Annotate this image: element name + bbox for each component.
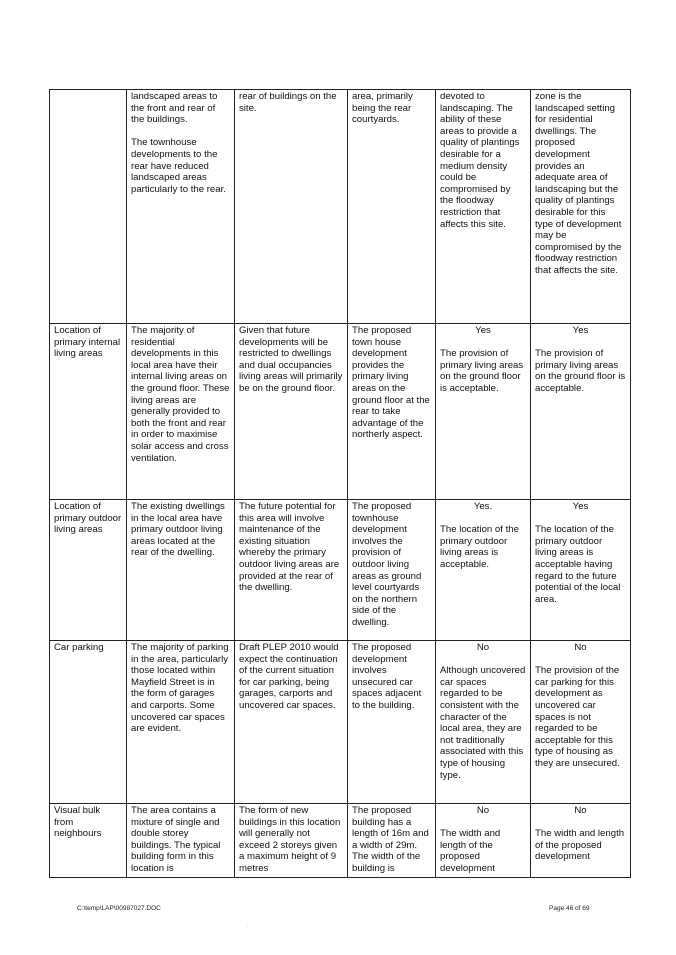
compatibility-detail: The provision of primary living areas on the ground floor is acceptable. [440, 348, 524, 394]
proposed-development-cell: The proposed townhouse development involves the provision of outdoor living areas as ground level courtyards on the northern side of the dwelling. [348, 500, 436, 641]
future-compatibility-status: Yes [572, 501, 589, 512]
compatibility-status: No [476, 642, 490, 653]
compatibility-cell [436, 324, 531, 500]
criterion-cell: Location of primary outdoor living areas [50, 500, 127, 641]
future-compatibility-detail: The width and length of the proposed development [535, 828, 625, 863]
proposed-development-cell: The proposed building has a length of 16m and a width of 29m. The width of the building is [348, 804, 436, 878]
future-compatibility-status: No [574, 805, 587, 816]
compatibility-status: No [476, 805, 490, 816]
future-character-cell: The form of new buildings in this location will generally not exceed 2 storeys given a maximum height of 9 metres [235, 804, 348, 878]
table-row [50, 641, 631, 804]
table-row [50, 804, 631, 878]
future-compatibility-cell [531, 641, 631, 804]
compatibility-detail: Although uncovered car spaces regarded to be consistent with the character of the local area, they are not traditionally associated with this type of housing type. [440, 665, 526, 781]
future-compatibility-cell [531, 500, 631, 641]
table-row [50, 90, 631, 324]
compatibility-cell [436, 500, 531, 641]
compatibility-detail-cell: devoted to landscaping. The ability of these areas to provide a quality of plantings desirable for a medium density could be compromised by the floodway restriction that affects this site. [436, 90, 531, 324]
future-compatibility-status: No [574, 642, 587, 653]
existing-character-cell: landscaped areas to the front and rear of the buildings. The townhouse developments to the rear have reduced landscaped areas particularly to the rear. [127, 90, 235, 324]
existing-character-cell: The majority of parking in the area, particularly those located within Mayfield Street is in the form of garages and carports. Some uncovered car spaces are evident. [127, 641, 235, 804]
criterion-cell: Visual bulk from neighbours [50, 804, 127, 878]
future-compatibility-cell [531, 804, 631, 878]
future-character-cell: The future potential for this area will involve maintenance of the existing situation whereby the primary outdoor living areas are provided at the rear of the dwelling. [235, 500, 348, 641]
future-character-cell: rear of buildings on the site. [235, 90, 348, 324]
compatibility-status: Yes. [473, 501, 493, 512]
table-row [50, 500, 631, 641]
assessment-table [49, 89, 631, 878]
existing-character-cell: The majority of residential developments in this local area have their internal living areas on the ground floor. These living areas are generally provided to both the front and rear in order to maximise solar access and cross ventilation. [127, 324, 235, 500]
future-character-cell: Draft PLEP 2010 would expect the continuation of the current situation for car parking, being garages, carports and uncovered car spaces. [235, 641, 348, 804]
compatibility-detail: The width and length of the proposed development [440, 828, 501, 874]
existing-character-cell: The existing dwellings in the local area have primary outdoor living areas located at the rear of the dwelling. [127, 500, 235, 641]
compatibility-cell [436, 641, 531, 804]
proposed-development-cell: The proposed development involves unsecured car spaces adjacent to the building. [348, 641, 436, 804]
table-row [50, 324, 631, 500]
future-compatibility-detail: The location of the primary outdoor living areas is acceptable having regard to the future potential of the local area. [535, 524, 621, 605]
future-character-cell: Given that future developments will be restricted to dwellings and dual occupancies living areas will primarily be on the ground floor. [235, 324, 348, 500]
criterion-cell [50, 90, 127, 324]
scan-mark: · [247, 924, 249, 930]
compatibility-detail: The location of the primary outdoor living areas is acceptable. [440, 524, 519, 570]
proposed-development-cell: The proposed town house development provides the primary living areas on the ground floor at the rear to take advantage of the northerly aspect. [348, 324, 436, 500]
future-compatibility-detail-cell: zone is the landscaped setting for residential dwellings. The proposed development provides an adequate area of landscaping but the quality of plantings desirable for this type of development may be compromised by the floodway restriction that affects the site. [531, 90, 631, 324]
existing-character-cell: The area contains a mixture of single and double storey buildings. The typical building form in this location is [127, 804, 235, 878]
compatibility-cell [436, 804, 531, 878]
future-compatibility-detail: The provision of primary living areas on the ground floor is acceptable. [535, 348, 626, 394]
footer-file-path: C:\temp\LAP\00987027.DOC [77, 905, 161, 912]
footer-page-number: Page 46 of 69 [549, 905, 590, 912]
proposed-development-cell: area, primarily being the rear courtyards. [348, 90, 436, 324]
future-compatibility-detail: The provision of the car parking for this development as uncovered car spaces is not regarded to be acceptable for this type of housing as they are unsecured. [535, 665, 620, 769]
future-compatibility-cell [531, 324, 631, 500]
criterion-cell: Car parking [50, 641, 127, 804]
future-compatibility-status: Yes [572, 325, 589, 336]
criterion-cell: Location of primary internal living areas [50, 324, 127, 500]
compatibility-status: Yes [475, 325, 491, 336]
